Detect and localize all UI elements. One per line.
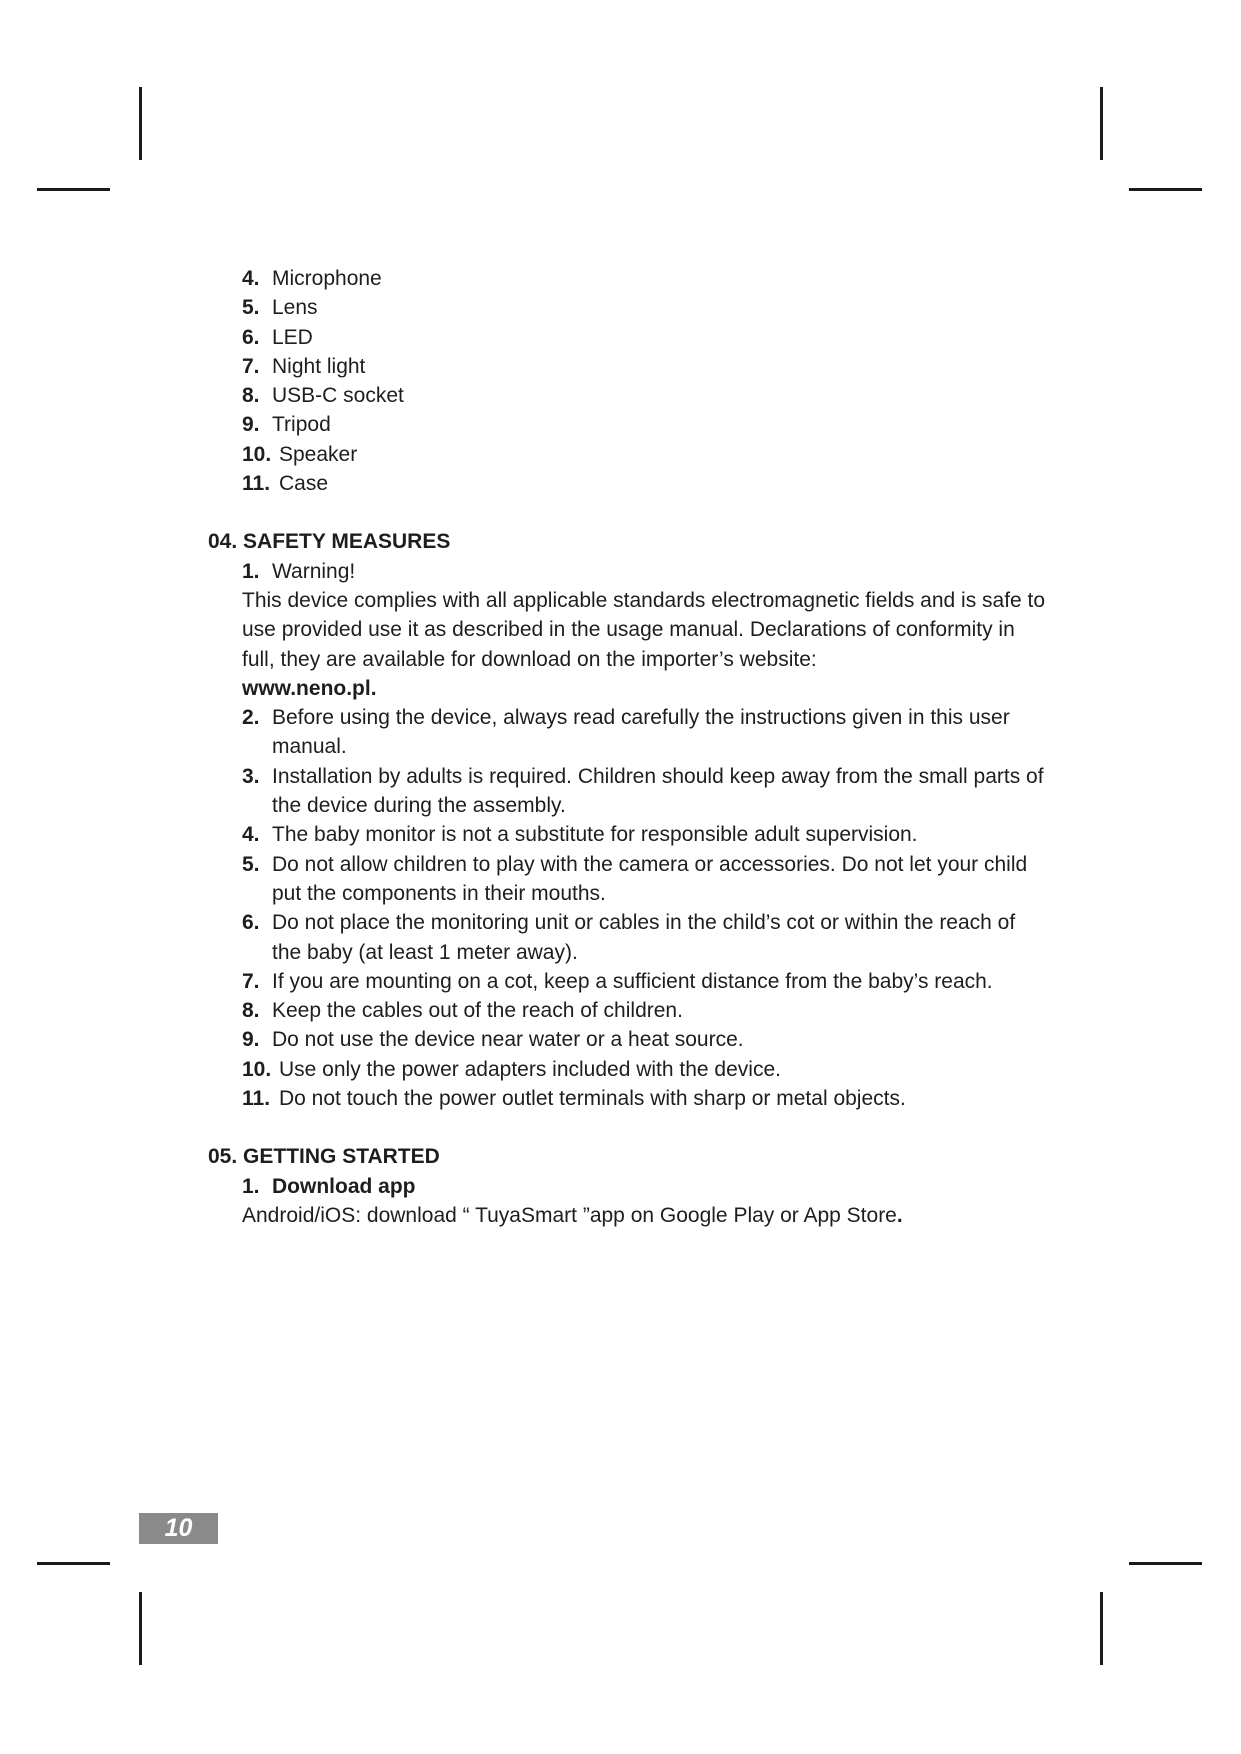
item-text: Do not touch the power outlet terminals with sharp or metal objects.: [279, 1087, 906, 1111]
item-number: 7.: [242, 354, 260, 378]
crop-mark-top-right-horizontal: [1129, 188, 1202, 191]
item-label: Night light: [272, 354, 366, 378]
item-number: 4.: [242, 267, 260, 290]
list-item: [242, 293, 1048, 322]
item-text: Do not use the device near water or a heat source.: [272, 1028, 744, 1052]
crop-mark-top-left-horizontal: [37, 188, 110, 191]
crop-mark-top-left-vertical: [139, 87, 142, 160]
item-text: Do not allow children to play with the camera or accessories. Do not let your child put the components in their mouths.: [272, 852, 1028, 905]
list-item: [242, 469, 1048, 498]
list-item: [242, 264, 1048, 293]
list-item: [242, 850, 1048, 909]
crop-mark-bottom-right-vertical: [1100, 1592, 1103, 1665]
safety-list-continued: [208, 703, 1048, 1113]
item-number: 1.: [242, 1174, 260, 1198]
item-number: 6.: [242, 325, 260, 349]
item-number: 11.: [242, 472, 271, 496]
list-item: [242, 352, 1048, 381]
list-item-warning: [242, 557, 1048, 586]
page-number-badge: 10: [139, 1513, 218, 1544]
warning-paragraph: [208, 586, 1048, 703]
crop-mark-top-right-vertical: [1100, 87, 1103, 160]
item-number: 9.: [242, 413, 260, 437]
item-number: 1.: [242, 559, 260, 583]
item-number: 6.: [242, 911, 260, 935]
section-heading-getting-started: 05. GETTING STARTED: [208, 1145, 440, 1169]
step-label: Download app: [272, 1174, 416, 1198]
crop-mark-bottom-left-vertical: [139, 1592, 142, 1665]
item-number: 3.: [242, 764, 260, 788]
list-item: [242, 381, 1048, 410]
download-instructions: [208, 1201, 1048, 1230]
item-number: 8.: [242, 384, 260, 408]
list-item: [242, 410, 1048, 439]
list-item: [242, 1055, 1048, 1084]
item-label: Lens: [272, 296, 318, 320]
safety-list: [208, 557, 1048, 586]
section-heading-safety: 04. SAFETY MEASURES: [208, 530, 451, 554]
list-item: [242, 1025, 1048, 1054]
item-number: 11.: [242, 1087, 271, 1111]
item-number: 2.: [242, 706, 260, 730]
item-label: Case: [279, 472, 329, 496]
list-item: [242, 908, 1048, 967]
item-number: 10.: [242, 1057, 272, 1081]
warning-label: Warning!: [272, 559, 356, 583]
item-text: Installation by adults is required. Children should keep away from the small parts of the device during the assembly.: [272, 764, 1044, 818]
website-link[interactable]: www.neno.pl.: [242, 676, 377, 700]
item-number: 8.: [242, 999, 260, 1023]
item-number: 5.: [242, 852, 260, 876]
step-text: Android/iOS: download “ TuyaSmart ”app on Google Play or App Store: [242, 1203, 897, 1227]
parts-list: [208, 264, 1048, 498]
item-text: Before using the device, always read carefully the instructions given in this user manual.: [272, 706, 1010, 759]
step-period: .: [896, 1203, 903, 1227]
item-text: Do not place the monitoring unit or cables in the child’s cot or within the reach of the baby (at least 1 meter away).: [272, 911, 1016, 964]
item-label: LED: [272, 325, 313, 349]
item-label: Speaker: [279, 442, 358, 466]
crop-mark-bottom-right-horizontal: [1129, 1562, 1202, 1565]
getting-started-list: [208, 1172, 1048, 1201]
item-number: 10.: [242, 442, 272, 466]
page-content: [208, 264, 1048, 1230]
item-number: 9.: [242, 1028, 260, 1052]
warning-text: This device complies with all applicable standards electromagnetic fields and is safe to use provided use it as described in the usage manual. Declarations of conformity in full, they are available for download on the importer’s website:: [242, 588, 1046, 671]
item-number: 4.: [242, 823, 260, 847]
list-item: [242, 440, 1048, 469]
list-item: [242, 1084, 1048, 1113]
item-label: USB-C socket: [272, 384, 404, 408]
item-text: If you are mounting on a cot, keep a sufficient distance from the baby’s reach.: [272, 969, 993, 993]
item-text: Use only the power adapters included with the device.: [279, 1057, 781, 1081]
item-number: 7.: [242, 969, 260, 993]
crop-mark-bottom-left-horizontal: [37, 1562, 110, 1565]
item-text: The baby monitor is not a substitute for responsible adult supervision.: [272, 823, 918, 847]
list-item: [242, 323, 1048, 352]
list-item: [242, 996, 1048, 1025]
list-item: [242, 762, 1048, 821]
item-label: Microphone: [272, 267, 382, 290]
item-number: 5.: [242, 296, 260, 320]
list-item-download-app: [242, 1172, 1048, 1201]
list-item: [242, 703, 1048, 762]
item-label: Tripod: [272, 413, 331, 437]
list-item: [242, 820, 1048, 849]
item-text: Keep the cables out of the reach of children.: [272, 999, 683, 1023]
list-item: [242, 967, 1048, 996]
